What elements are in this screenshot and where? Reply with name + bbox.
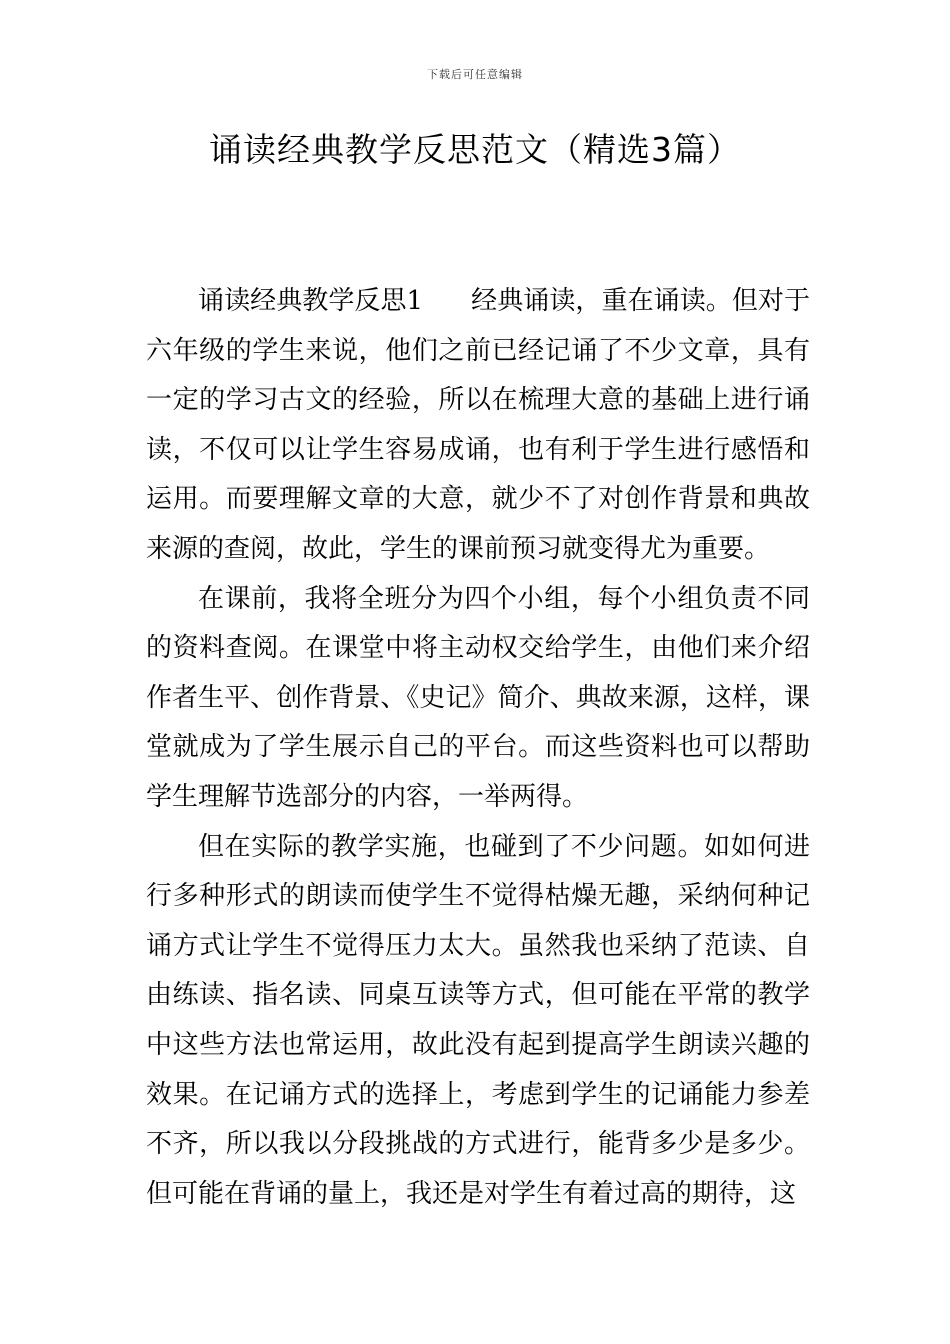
section-heading: 诵读经典教学反思1 — [198, 286, 424, 316]
page-title: 诵读经典教学反思范文（精选3篇） — [209, 130, 741, 169]
paragraph-3: 但在实际的教学实施，也碰到了不少问题。如如何进行多种形式的朗读而使学生不觉得枯燥无趣，采纳何种记诵方式让学生不觉得压力太大。虽然我也采纳了范读、自由练读、指名读、同桌互读等方式，但可能在平常的教学中这些方法也常运用，故此没有起到提高学生朗读兴趣的效果。在记诵方式的选择上，考虑到学生的记诵能力参差不齐，所以我以分段挑战的方式进行，能背多少是多少。但可能在背诵的量上，我还是对学生有着过高的期待，这 — [146, 831, 810, 1209]
paragraph-1-text: 经典诵读，重在诵读。但对于六年级的学生来说，他们之前已经记诵了不少文章，具有一定的学习古文的经验，所以在梳理大意的基础上进行诵读，不仅可以让学生容易成诵，也有利于学生进行感悟和运用。而要理解文章的大意，就少不了对创作背景和典故来源的查阅，故此，学生的课前预习就变得尤为重要。 — [146, 286, 810, 564]
paragraph-2: 在课前，我将全班分为四个小组，每个小组负责不同的资料查阅。在课堂中将主动权交给学生，由他们来介绍作者生平、创作背景、《史记》简介、典故来源，这样，课堂就成为了学生展示自己的平台。而这些资料也可以帮助学生理解节选部分的内容，一举两得。 — [146, 583, 810, 812]
header-note: 下载后可任意编辑 — [427, 68, 523, 81]
paragraph-1 — [146, 277, 810, 575]
body-text — [146, 277, 810, 1219]
